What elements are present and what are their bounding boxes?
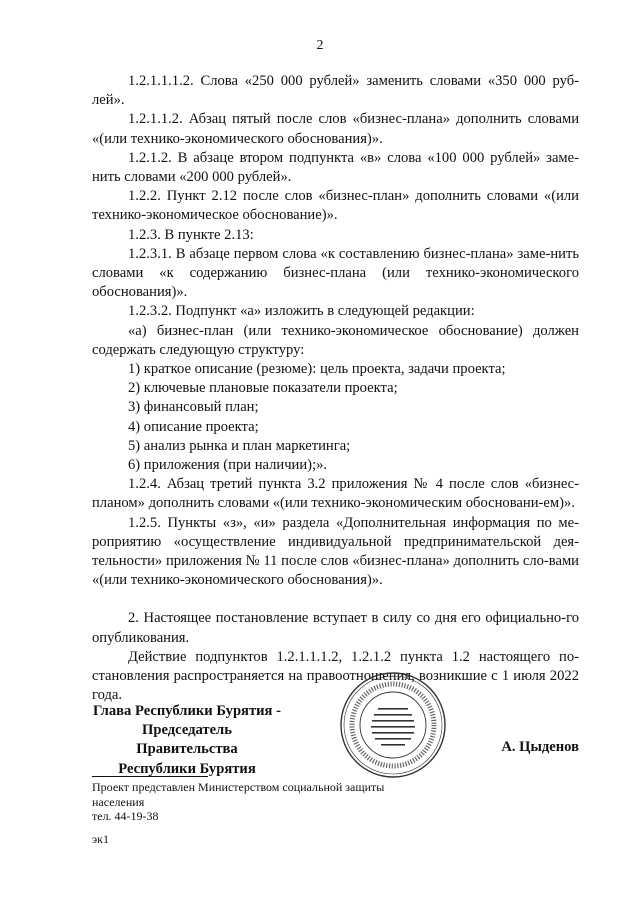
footnote-line: Проект представлен Министерством социальной защиты [92,780,385,794]
paragraph: Действие подпунктов 1.2.1.1.1.2, 1.2.1.2 пункта 1.2 настоящего по-становления распространяется на правоотношения, возникшие с 1 июля 2022 года. [92,648,579,704]
paragraph: 1.2.4. Абзац третий пункта 3.2 приложения № 4 после слов «бизнес-планом» дополнить словами «(или технико-экономическим обосновани-ем)». [92,476,579,512]
document-body [92,72,579,706]
paragraph: 1.2.3.2. Подпункт «а» изложить в следующей редакции: [128,303,475,320]
list-item: 4) описание проекта; [128,418,259,435]
signatory-post-line: Председатель Правительства [136,722,238,758]
paragraph: 1.2.1.1.2. Абзац пятый после слов «бизнес-плана» дополнить словами «(или технико-экономического обоснования)». [92,111,579,147]
paragraph: 1.2.1.1.1.2. Слова «250 000 рублей» заменить словами «350 000 руб-лей». [92,73,579,109]
paragraph: 2. Настоящее постановление вступает в силу со дня его официально-го опубликования. [92,610,579,646]
paragraph: 1.2.3.1. В абзаце первом слова «к составлению бизнес-плана» заме-нить словами «к содержанию бизнес-плана (или технико-экономического обоснования)». [92,245,579,301]
paragraph: «а) бизнес-план (или технико-экономическое обоснование) должен содержать следующую структуру: [92,322,579,358]
footnote-line: населения [92,794,145,809]
list-item: 2) ключевые плановые показатели проекта; [128,380,398,397]
list-item: 3) финансовый план; [128,399,259,416]
footnote-line: тел. 44-19-38 [92,809,159,823]
signatory-name: А. Цыденов [501,739,579,755]
paragraph: 1.2.2. Пункт 2.12 после слов «бизнес-план» дополнить словами «(или технико-экономическое обоснование)». [92,188,579,224]
footnote-divider [92,776,208,777]
paragraph: 1.2.3. В пункте 2.13: [128,226,254,243]
paragraph: 1.2.1.2. В абзаце втором подпункта «в» слова «100 000 рублей» заме-нить словами «200 000 рублей». [92,149,579,186]
document-code: эк1 [92,832,109,846]
list-item: 1) краткое описание (резюме): цель проекта, задачи проекта; [128,361,506,378]
signatory-post-line: Республики Бурятия [118,760,256,777]
signature-block [92,702,579,777]
footnote [92,780,422,824]
list-item: 5) анализ рынка и план маркетинга; [128,437,351,454]
signatory-post [92,702,282,779]
page-number: 2 [316,38,324,53]
signatory-post-line: Глава Республики Бурятия - [93,703,281,719]
list-item: 6) приложения (при наличии);». [128,457,328,474]
paragraph: 1.2.5. Пункты «з», «и» раздела «Дополнительная информация по ме-роприятию «осуществление индивидуальной предпринимательской дея-тельности» приложения № 11 после слов «бизнес-плана» дополнить сло-вами «(или технико-экономического обоснования)». [92,514,579,589]
seal-stamp [338,670,448,780]
